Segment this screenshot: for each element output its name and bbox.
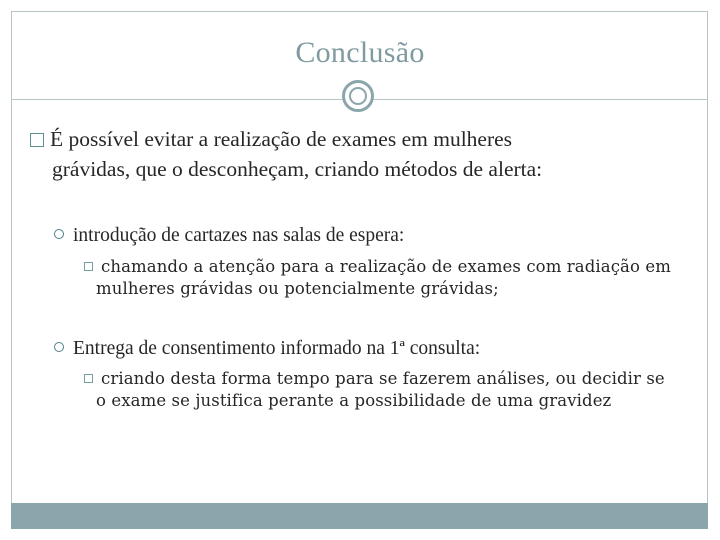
small-square-bullet-icon: [84, 374, 93, 383]
footer-bar: [11, 503, 708, 529]
main-point-line2: grávidas, que o desconheçam, criando métodos de alerta:: [52, 157, 543, 181]
detail-1: [78, 256, 698, 300]
detail-2: [78, 368, 698, 412]
detail-2-line2: o exame se justifica perante a possibilidade de uma gravidez: [96, 391, 612, 410]
sub-point-2: [54, 336, 694, 362]
detail-1-line2: mulheres grávidas ou potencialmente grávidas;: [96, 279, 499, 298]
ring-inner-icon: [349, 87, 367, 105]
circle-bullet-icon: [54, 229, 64, 239]
small-square-bullet-icon: [84, 262, 93, 271]
detail-1-line1: chamando a atenção para a realização de exames com radiação em: [101, 257, 671, 276]
circle-bullet-icon: [54, 342, 64, 352]
slide-title: Conclusão: [295, 36, 425, 69]
detail-2-line1: criando desta forma tempo para se fazerem análises, ou decidir se: [101, 369, 665, 388]
sub-point-1: [54, 223, 694, 249]
main-point-line1: É possível evitar a realização de exames em mulheres: [50, 127, 513, 151]
sub-point-1-text: introdução de cartazes nas salas de espera:: [73, 225, 405, 246]
square-bullet-icon: [30, 133, 44, 147]
sub-point-2-text: Entrega de consentimento informado na 1ª consulta:: [73, 338, 481, 359]
ring-ornament-icon: [342, 80, 374, 112]
main-point: [30, 124, 690, 184]
